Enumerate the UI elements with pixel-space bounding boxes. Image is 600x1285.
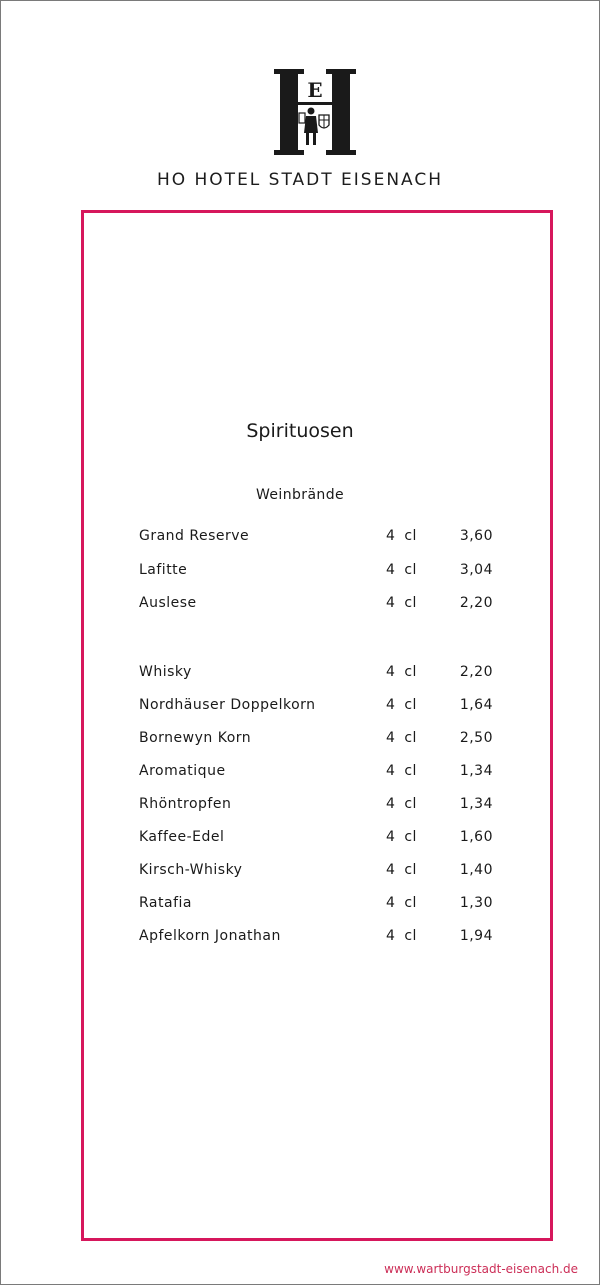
item-size: 4 cl xyxy=(386,796,417,812)
item-price: 1,34 xyxy=(459,796,493,812)
menu-item xyxy=(0,562,600,582)
item-price: 2,20 xyxy=(459,664,493,680)
item-size: 4 cl xyxy=(386,664,417,680)
menu-item xyxy=(0,928,600,948)
item-price: 3,04 xyxy=(459,562,493,578)
item-name: Aromatique xyxy=(139,763,226,779)
item-price: 1,94 xyxy=(459,928,493,944)
item-price: 1,34 xyxy=(459,763,493,779)
item-name: Lafitte xyxy=(139,562,188,578)
menu-item xyxy=(0,528,600,548)
item-price: 3,60 xyxy=(459,528,493,544)
item-size: 4 cl xyxy=(386,928,417,944)
item-price: 1,40 xyxy=(459,862,493,878)
item-name: Kirsch-Whisky xyxy=(139,862,243,878)
menu-title: Spirituosen xyxy=(246,420,354,442)
item-size: 4 cl xyxy=(386,697,417,713)
menu-item xyxy=(0,763,600,783)
menu-item xyxy=(0,595,600,615)
item-size: 4 cl xyxy=(386,528,417,544)
item-price: 2,20 xyxy=(459,595,493,611)
item-name: Rhöntropfen xyxy=(139,796,232,812)
svg-text:E: E xyxy=(307,78,323,102)
menu-item xyxy=(0,697,600,717)
item-size: 4 cl xyxy=(386,730,417,746)
item-name: Apfelkorn Jonathan xyxy=(139,928,281,944)
item-name: Auslese xyxy=(139,595,197,611)
menu-item xyxy=(0,664,600,684)
item-size: 4 cl xyxy=(386,862,417,878)
item-name: Ratafia xyxy=(139,895,192,911)
item-name: Grand Reserve xyxy=(139,528,250,544)
menu-item xyxy=(0,796,600,816)
item-size: 4 cl xyxy=(386,829,417,845)
menu-item xyxy=(0,895,600,915)
section-heading-weinbraende: Weinbrände xyxy=(256,487,344,503)
item-price: 1,64 xyxy=(459,697,493,713)
menu-item xyxy=(0,862,600,882)
item-price: 1,30 xyxy=(459,895,493,911)
item-size: 4 cl xyxy=(386,763,417,779)
item-size: 4 cl xyxy=(386,595,417,611)
item-price: 2,50 xyxy=(459,730,493,746)
item-size: 4 cl xyxy=(386,562,417,578)
hotel-name: HO HOTEL STADT EISENACH xyxy=(156,170,444,190)
watermark-url: www.wartburgstadt-eisenach.de xyxy=(384,1262,578,1276)
menu-item xyxy=(0,829,600,849)
item-name: Nordhäuser Doppelkorn xyxy=(139,697,316,713)
menu-item xyxy=(0,730,600,750)
item-size: 4 cl xyxy=(386,895,417,911)
item-name: Kaffee-Edel xyxy=(139,829,225,845)
menu-frame xyxy=(81,210,553,1241)
hotel-logo-icon xyxy=(274,67,356,157)
item-name: Whisky xyxy=(139,664,192,680)
item-name: Bornewyn Korn xyxy=(139,730,252,746)
item-price: 1,60 xyxy=(459,829,493,845)
